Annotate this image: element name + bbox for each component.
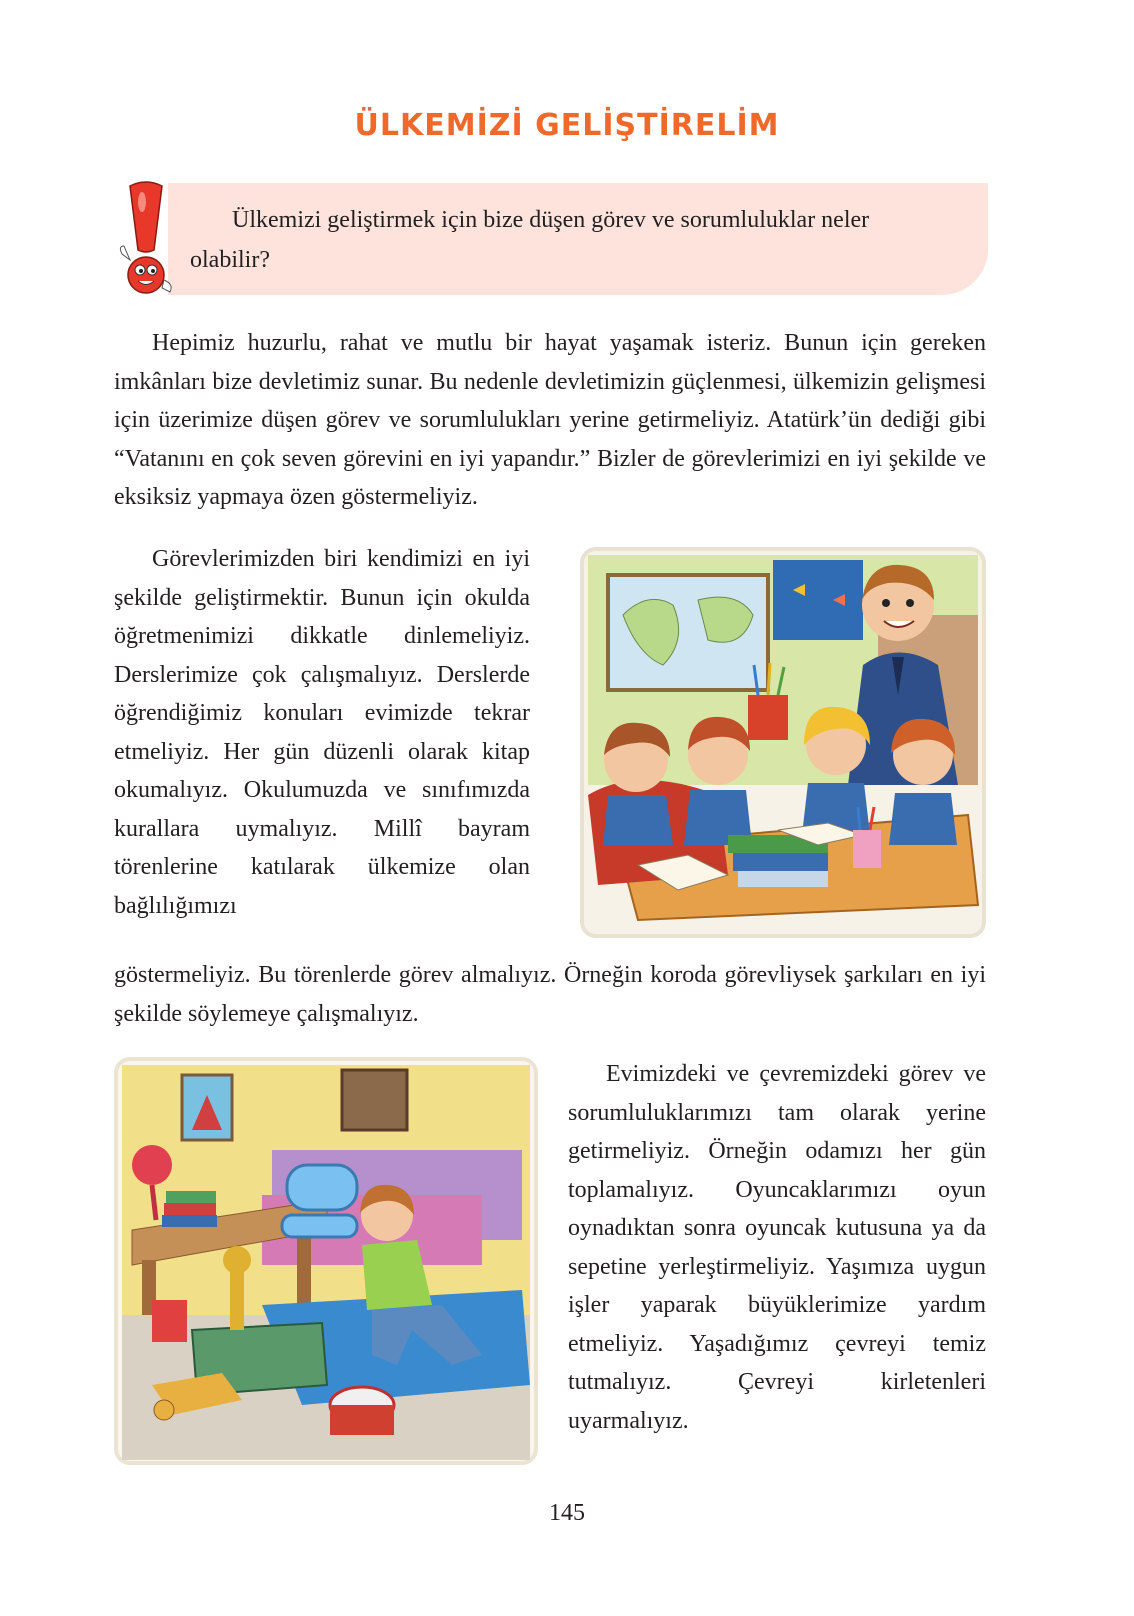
paragraph-home: Evimizdeki ve çevremizdeki görev ve sorumluluklarımızı tam olarak yerine getirmeliyiz. Örneğin odamızı her gün toplamalıyız. Oyuncaklarımızı oyun oynadıktan sonra oyuncak kutusuna ya da sepetine yerleştirmeliyiz. Yaşımıza uygun işler yaparak büyüklerimize yardım etmeliyiz. Yaşadığımız çevreyi temiz tutmalıyız. Çevreyi kirletenleri uyarmalıyız. bbox=[568, 1061, 986, 1434]
question-text bbox=[190, 200, 970, 280]
paragraph-school: Görevlerimizden biri kendimizi en iyi şekilde geliştirmektir. Bunun için okulda öğretmenimizi dikkatle dinlemeliyiz. Derslerimize çok çalışmalıyız. Derslerde öğrendiğimiz konuları evimizde tekrar etmeliyiz. Her gün düzenli olarak kitap okumalıyız. Okulumuzda ve sınıfımızda kurallara uymalıyız. Millî bayram törenlerine katılarak ülkemize olan bağlılığımızı bbox=[114, 546, 530, 919]
question-line-1: Ülkemizi geliştirmek için bize düşen görev ve sorumluluklar neler bbox=[232, 207, 870, 233]
bedroom-illustration bbox=[112, 1055, 540, 1467]
page-title: ÜLKEMİZİ GELİŞTİRELİM bbox=[354, 108, 780, 143]
paragraph-school-continued: göstermeliyiz. Bu törenlerde görev almalıyız. Örneğin koroda görevliysek şarkıları en iyi şekilde söylemeye çalışmalıyız. bbox=[114, 962, 986, 1027]
classroom-illustration bbox=[578, 545, 988, 940]
question-line-2: olabilir? bbox=[190, 247, 270, 273]
page-number: 145 bbox=[549, 1500, 585, 1526]
exclamation-mascot-icon bbox=[114, 180, 178, 300]
paragraph-intro: Hepimiz huzurlu, rahat ve mutlu bir hayat yaşamak isteriz. Bunun için gereken imkânları bize devletimiz sunar. Bu nedenle devletimizin güçlenmesi, ülkemizin gelişmesi için üzerimize düşen görev ve sorumlulukları yerine getirmeliyiz. Atatürk’ün dediği gibi “Vatanını en çok seven görevini en iyi yapandır.” Bizler de görevlerimizi en iyi şekilde ve eksiksiz yapmaya özen göstermeliyiz. bbox=[114, 330, 986, 510]
